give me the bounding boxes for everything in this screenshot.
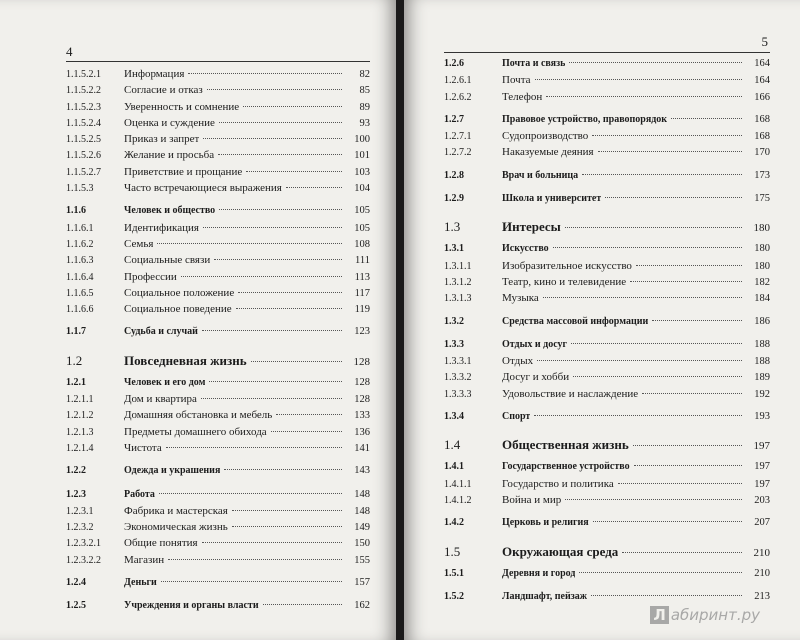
toc-entry <box>66 600 370 616</box>
entry-number: 1.4.1.2 <box>444 494 472 506</box>
dot-leader <box>276 414 342 415</box>
entry-title: Театр, кино и телевидение <box>502 275 627 288</box>
dot-leader <box>573 376 742 377</box>
entry-number: 1.2.4 <box>66 577 86 589</box>
toc-entry <box>444 219 770 243</box>
entry-page: 180 <box>754 260 770 272</box>
entry-title: Музыка <box>502 292 539 305</box>
entry-number: 1.3.1.3 <box>444 293 472 305</box>
entry-number: 1.3.1.2 <box>444 276 472 288</box>
entry-title: Телефон <box>502 90 543 103</box>
entry-number: 1.1.6.6 <box>66 304 94 316</box>
toc-entry <box>444 243 770 259</box>
entry-title: Человек и общество <box>124 205 216 217</box>
entry-page: 193 <box>754 411 770 423</box>
page-number: 4 <box>66 44 73 59</box>
entry-number: 1.2.3 <box>66 488 86 500</box>
dot-leader <box>238 292 342 293</box>
dot-leader <box>553 247 742 248</box>
toc-entry <box>444 292 770 308</box>
entry-number: 1.3.4 <box>444 411 464 423</box>
dot-leader <box>565 227 742 228</box>
entry-number: 1.4 <box>444 437 461 453</box>
entry-title: Предметы домашнего обихода <box>124 425 267 438</box>
entry-page: 157 <box>354 577 370 589</box>
toc-entry <box>444 58 770 74</box>
entry-number: 1.1.7 <box>66 326 86 338</box>
entry-page: 188 <box>754 338 770 350</box>
entry-number: 1.1.6.2 <box>66 238 94 250</box>
entry-title: Работа <box>124 488 155 500</box>
entry-page: 93 <box>359 117 370 129</box>
entry-page: 189 <box>754 372 770 384</box>
toc-entry <box>66 271 370 287</box>
toc-entry <box>444 544 770 568</box>
entry-page: 170 <box>754 147 770 159</box>
entry-title: Экономическая жизнь <box>124 521 228 534</box>
entry-title: Учреждения и органы власти <box>124 600 259 612</box>
entry-page: 149 <box>354 522 370 534</box>
entry-title: Желание и просьба <box>124 149 215 162</box>
toc-entry <box>444 437 770 461</box>
entry-page: 128 <box>353 355 370 368</box>
entry-page: 168 <box>754 131 770 143</box>
entry-number: 1.1.5.2.2 <box>66 85 101 97</box>
watermark-logo <box>650 606 760 624</box>
entry-page: 197 <box>753 440 770 453</box>
toc-entry <box>66 303 370 319</box>
toc-entry <box>444 411 770 427</box>
dot-leader <box>188 73 342 74</box>
entry-number: 1.1.6.3 <box>66 255 94 267</box>
entry-page: 162 <box>354 600 370 612</box>
entry-number: 1.5.1 <box>444 567 464 579</box>
entry-page: 197 <box>754 461 770 473</box>
entry-number: 1.2.2 <box>66 465 86 477</box>
dot-leader <box>209 381 342 382</box>
dot-leader <box>201 398 342 399</box>
entry-page: 108 <box>354 238 370 250</box>
entry-title: Судьба и случай <box>124 326 198 338</box>
entry-title: Повседневная жизнь <box>124 352 247 368</box>
entry-page: 117 <box>354 287 370 299</box>
entry-page: 182 <box>754 276 770 288</box>
toc-entry <box>66 117 370 133</box>
entry-page: 197 <box>754 478 770 490</box>
toc-entry <box>444 170 770 186</box>
toc-entry <box>66 133 370 149</box>
dot-leader <box>219 122 342 123</box>
right-page <box>404 0 800 640</box>
entry-number: 1.2.9 <box>444 193 464 205</box>
entry-page: 168 <box>754 113 770 125</box>
dot-leader <box>634 465 742 466</box>
toc-entry <box>66 326 370 342</box>
dot-leader <box>286 187 342 188</box>
dot-leader <box>232 510 342 511</box>
entry-page: 113 <box>354 271 370 283</box>
dot-leader <box>582 174 742 175</box>
entry-page: 105 <box>354 222 370 234</box>
toc-entry <box>66 287 370 303</box>
entry-title: Приказ и запрет <box>124 133 200 146</box>
entry-page: 180 <box>754 243 770 255</box>
entry-title: Деревня и город <box>502 567 576 579</box>
dot-leader <box>652 320 742 321</box>
entry-number: 1.2 <box>66 352 83 368</box>
toc-entry <box>66 101 370 117</box>
toc-entry <box>444 388 770 404</box>
entry-title: Удовольствие и наслаждение <box>502 387 639 400</box>
dot-leader <box>263 604 342 605</box>
entry-title: Война и мир <box>502 493 562 506</box>
entry-title: Часто встречающиеся выражения <box>124 182 282 195</box>
dot-leader <box>598 151 742 152</box>
toc-entry <box>66 537 370 553</box>
entry-number: 1.3.3.2 <box>444 372 472 384</box>
entry-title: Уверенность и сомнение <box>124 100 240 113</box>
toc-entry <box>444 461 770 477</box>
toc-entry <box>66 238 370 254</box>
entry-title: Судопроизводство <box>502 130 589 143</box>
entry-number: 1.1.6 <box>66 205 86 217</box>
entry-page: 210 <box>754 567 770 579</box>
dot-leader <box>232 526 342 527</box>
entry-title: Общественная жизнь <box>502 437 629 453</box>
entry-page: 180 <box>753 222 770 235</box>
toc-entry <box>66 554 370 570</box>
entry-page: 164 <box>754 58 770 69</box>
dot-leader <box>671 118 742 119</box>
toc-entry <box>444 74 770 90</box>
toc-entry <box>444 114 770 130</box>
entry-title: Государство и политика <box>502 477 614 490</box>
header-rule <box>444 52 770 53</box>
dot-leader <box>636 265 742 266</box>
toc-entry <box>444 130 770 146</box>
dot-leader <box>243 106 342 107</box>
entry-number: 1.2.3.2.1 <box>66 538 101 550</box>
entry-number: 1.2.3.2 <box>66 522 94 534</box>
dot-leader <box>571 343 742 344</box>
entry-number: 1.2.7.2 <box>444 147 472 159</box>
toc-entry <box>66 353 370 377</box>
entry-number: 1.2.8 <box>444 169 464 181</box>
entry-number: 1.2.3.1 <box>66 505 94 517</box>
entry-title: Домашняя обстановка и мебель <box>124 409 273 422</box>
entry-number: 1.2.6.1 <box>444 75 472 87</box>
entry-number: 1.3.1.1 <box>444 260 472 272</box>
entry-page: 101 <box>354 150 370 162</box>
toc-entry <box>444 339 770 355</box>
entry-page: 85 <box>359 85 370 97</box>
entry-title: Приветствие и прощание <box>124 165 243 178</box>
entry-number: 1.1.5.2.5 <box>66 134 101 146</box>
entry-page: 143 <box>354 465 370 477</box>
entry-title: Идентификация <box>124 221 199 234</box>
entry-title: Информация <box>124 68 185 80</box>
entry-page: 119 <box>354 304 370 316</box>
entry-number: 1.3.3.1 <box>444 356 472 368</box>
table-of-contents <box>66 68 370 617</box>
entry-page: 128 <box>354 376 370 388</box>
entry-number: 1.2.1.3 <box>66 426 94 438</box>
entry-page: 89 <box>359 101 370 113</box>
entry-title: Государственное устройство <box>502 461 630 473</box>
toc-entry <box>444 260 770 276</box>
dot-leader <box>219 209 342 210</box>
dot-leader <box>537 360 742 361</box>
toc-entry <box>66 182 370 198</box>
entry-title: Интересы <box>502 219 561 235</box>
entry-title: Искусство <box>502 243 549 255</box>
dot-leader <box>161 581 342 582</box>
dot-leader <box>246 171 342 172</box>
toc-entry <box>66 377 370 393</box>
toc-entry <box>444 193 770 209</box>
entry-title: Школа и университет <box>502 193 602 205</box>
entry-page: 173 <box>754 169 770 181</box>
dot-leader <box>633 445 742 446</box>
toc-entry <box>66 409 370 425</box>
entry-number: 1.3.1 <box>444 243 464 255</box>
entry-number: 1.3.2 <box>444 315 464 327</box>
entry-title: Оценка и суждение <box>124 116 215 129</box>
entry-number: 1.1.6.1 <box>66 222 94 234</box>
entry-number: 1.2.6 <box>444 58 464 69</box>
entry-title: Спорт <box>502 411 531 423</box>
entry-page: 141 <box>354 442 370 454</box>
entry-page: 111 <box>355 255 370 267</box>
entry-number: 1.5.2 <box>444 590 464 602</box>
entry-page: 82 <box>359 69 370 80</box>
dot-leader <box>593 521 742 522</box>
entry-number: 1.3 <box>444 219 461 235</box>
entry-page: 128 <box>354 394 370 406</box>
entry-title: Почта и связь <box>502 58 566 69</box>
entry-title: Окружающая среда <box>502 543 619 559</box>
entry-number: 1.1.5.2.1 <box>66 69 101 80</box>
entry-title: Почта <box>502 74 531 87</box>
entry-page: 136 <box>354 426 370 438</box>
dot-leader <box>157 243 342 244</box>
entry-page: 164 <box>754 75 770 87</box>
entry-number: 1.3.3.3 <box>444 388 472 400</box>
entry-number: 1.1.5.2.7 <box>66 166 101 178</box>
dot-leader <box>202 542 342 543</box>
dot-leader <box>224 469 342 470</box>
entry-page: 184 <box>754 293 770 305</box>
entry-number: 1.2.1 <box>66 376 86 388</box>
toc-entry <box>66 442 370 458</box>
header-rule <box>66 61 370 62</box>
entry-title: Фабрика и мастерская <box>124 504 228 517</box>
entry-title: Одежда и украшения <box>124 465 221 477</box>
entry-page: 148 <box>354 505 370 517</box>
entry-title: Профессии <box>124 270 177 283</box>
dot-leader <box>569 62 742 63</box>
toc-entry <box>444 517 770 533</box>
entry-page: 166 <box>754 91 770 103</box>
toc-entry <box>444 276 770 292</box>
dot-leader <box>592 135 742 136</box>
entry-title: Социальное положение <box>124 286 235 299</box>
toc-entry <box>66 149 370 165</box>
entry-page: 213 <box>754 590 770 602</box>
toc-entry <box>444 371 770 387</box>
entry-number: 1.2.6.2 <box>444 91 472 103</box>
toc-entry <box>66 68 370 84</box>
toc-entry <box>66 465 370 481</box>
dot-leader <box>159 493 342 494</box>
entry-page: 207 <box>754 517 770 529</box>
dot-leader <box>214 259 342 260</box>
entry-number: 1.1.5.2.3 <box>66 101 101 113</box>
dot-leader <box>591 595 742 596</box>
toc-entry <box>444 591 770 607</box>
dot-leader <box>166 447 342 448</box>
dot-leader <box>236 308 342 309</box>
dot-leader <box>543 297 742 298</box>
dot-leader <box>546 96 742 97</box>
entry-title: Ландшафт, пейзаж <box>502 590 588 602</box>
toc-entry <box>66 393 370 409</box>
entry-title: Средства массовой информации <box>502 315 649 327</box>
left-page <box>0 0 396 640</box>
entry-number: 1.2.7 <box>444 113 464 125</box>
entry-number: 1.1.5.2.4 <box>66 117 101 129</box>
toc-entry <box>66 489 370 505</box>
dot-leader <box>630 281 742 282</box>
toc-entry <box>444 355 770 371</box>
entry-page: 148 <box>354 488 370 500</box>
watermark-text: абиринт.ру <box>670 606 760 624</box>
toc-entry <box>444 146 770 162</box>
entry-number: 1.1.5.2.6 <box>66 150 101 162</box>
entry-number: 1.2.1.2 <box>66 410 94 422</box>
entry-number: 1.4.2 <box>444 517 464 529</box>
toc-entry <box>66 577 370 593</box>
dot-leader <box>579 572 742 573</box>
entry-title: Дом и квартира <box>124 393 197 406</box>
entry-page: 100 <box>354 134 370 146</box>
dot-leader <box>642 393 742 394</box>
dot-leader <box>271 431 342 432</box>
entry-number: 1.2.3.2.2 <box>66 554 101 566</box>
entry-title: Отдых и досуг <box>502 338 568 350</box>
entry-page: 210 <box>753 546 770 559</box>
entry-number: 1.4.1.1 <box>444 478 472 490</box>
dot-leader <box>218 154 342 155</box>
entry-number: 1.2.7.1 <box>444 131 472 143</box>
entry-page: 103 <box>354 166 370 178</box>
entry-page: 123 <box>354 326 370 338</box>
entry-page: 175 <box>754 193 770 205</box>
dot-leader <box>207 89 342 90</box>
entry-title: Изобразительное искусство <box>502 259 632 272</box>
entry-page: 133 <box>354 410 370 422</box>
entry-title: Семья <box>124 237 154 250</box>
dot-leader <box>251 361 342 362</box>
dot-leader <box>203 138 342 139</box>
entry-number: 1.3.3 <box>444 338 464 350</box>
toc-entry <box>66 521 370 537</box>
entry-title: Человек и его дом <box>124 376 206 388</box>
dot-leader <box>168 559 342 560</box>
dot-leader <box>565 499 742 500</box>
dot-leader <box>535 79 742 80</box>
dot-leader <box>202 330 342 331</box>
toc-entry <box>66 222 370 238</box>
dot-leader <box>605 197 742 198</box>
entry-number: 1.2.5 <box>66 600 86 612</box>
dot-leader <box>203 227 342 228</box>
entry-title: Правовое устройство, правопорядок <box>502 113 668 125</box>
toc-entry <box>66 254 370 270</box>
toc-entry <box>444 316 770 332</box>
toc-entry <box>444 478 770 494</box>
toc-entry <box>444 91 770 107</box>
dot-leader <box>622 552 742 553</box>
entry-number: 1.2.1.1 <box>66 394 94 406</box>
toc-entry <box>444 568 770 584</box>
toc-entry <box>66 426 370 442</box>
entry-title: Церковь и религия <box>502 517 589 529</box>
entry-title: Наказуемые деяния <box>502 146 594 159</box>
toc-entry <box>66 205 370 221</box>
entry-title: Чистота <box>124 441 162 454</box>
entry-title: Магазин <box>124 553 165 566</box>
entry-number: 1.1.6.4 <box>66 271 94 283</box>
entry-number: 1.1.6.5 <box>66 287 94 299</box>
entry-number: 1.4.1 <box>444 461 464 473</box>
entry-title: Социальные связи <box>124 254 211 267</box>
entry-title: Отдых <box>502 355 534 368</box>
entry-page: 150 <box>354 538 370 550</box>
dot-leader <box>534 415 742 416</box>
entry-page: 155 <box>354 554 370 566</box>
toc-entry <box>444 494 770 510</box>
entry-title: Деньги <box>124 577 157 589</box>
dot-leader <box>618 483 742 484</box>
dot-leader <box>181 276 342 277</box>
page-number: 5 <box>761 34 768 49</box>
table-of-contents <box>444 58 770 607</box>
entry-page: 203 <box>754 494 770 506</box>
entry-title: Общие понятия <box>124 537 198 550</box>
toc-entry <box>66 505 370 521</box>
entry-number: 1.1.5.3 <box>66 183 94 195</box>
entry-page: 104 <box>354 183 370 195</box>
entry-number: 1.2.1.4 <box>66 442 94 454</box>
entry-page: 192 <box>754 388 770 400</box>
watermark-badge: Л <box>650 606 668 624</box>
toc-entry <box>66 84 370 100</box>
entry-title: Социальное поведение <box>124 303 232 316</box>
entry-number: 1.5 <box>444 543 461 559</box>
entry-page: 188 <box>754 356 770 368</box>
toc-entry <box>66 166 370 182</box>
entry-title: Досуг и хобби <box>502 371 570 384</box>
entry-page: 186 <box>754 315 770 327</box>
entry-title: Согласие и отказ <box>124 84 203 97</box>
entry-page: 105 <box>354 205 370 217</box>
entry-title: Врач и больница <box>502 169 579 181</box>
